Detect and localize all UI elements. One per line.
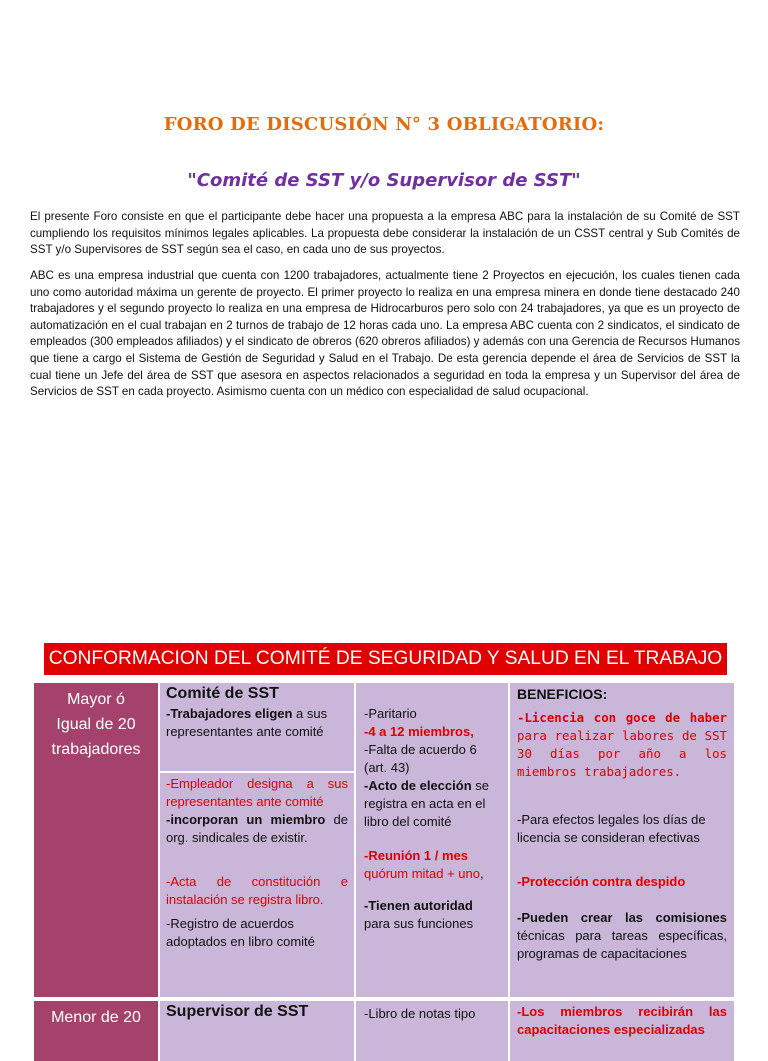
- detail-miembros: -4 a 12 miembros,: [364, 724, 474, 739]
- beneficio-capacitaciones: -Los miembros recibirán las capacitaciones especializadas: [517, 1004, 727, 1037]
- intro-paragraph: El presente Foro consiste en que el participante debe hacer una propuesta a la empresa ABC para la instalación de su Comité de SST cumpliendo los requisitos mínimos legales aplicables. La propuesta debe considerar la instalación de un CSST central y Sub Comités de SST y/o Supervisores de SST según sea el caso, en cada uno de sus proyectos.: [30, 210, 740, 257]
- beneficios-title: BENEFICIOS:: [517, 686, 608, 702]
- detail-reunion: -Reunión 1 / mes quórum mitad + uno,: [364, 848, 484, 881]
- comite-title: Comité de SST: [166, 685, 279, 702]
- beneficio-licencia: -Licencia con goce de haber para realizar labores de SST 30 días por año a los miembros trabajadores.: [517, 710, 727, 779]
- beneficio-proteccion: -Protección contra despido: [517, 874, 686, 889]
- detail-falta-acuerdo: -Falta de acuerdo 6 (art. 43): [364, 742, 477, 775]
- supervisor-details-cell: [356, 1001, 508, 1061]
- comite-acta: -Acta de constitución e instalación se registra libro.: [166, 874, 348, 907]
- row-header-menor: [34, 1001, 158, 1061]
- comite-trabajadores: -Trabajadores eligen a sus representantes ante comité: [166, 706, 328, 739]
- row-header-menor-label: Menor de 20: [51, 1009, 141, 1026]
- beneficio-comisiones: -Pueden crear las comisiones técnicas para tareas específicas, programas de capacitaciones: [517, 910, 727, 961]
- case-paragraph: ABC es una empresa industrial que cuenta con 1200 trabajadores, actualmente tiene 2 Proyectos en ejecución, los cuales tienen cada uno como autoridad máxima un gerente de proyecto. El primer proyecto lo realiza en una empresa minera en donde tiene destacado 240 trabajadores y el segundo proyecto lo realiza en una empresa de Hidrocarburos pero solo con 24 trabajadores, ya que es un proyecto de automatización en el cual trabajan en 2 turnos de trabajo de 12 horas cada uno. La empresa ABC cuenta con 2 sindicatos, el sindicato de empleados (300 empleados afiliados) y el sindicato de obreros (620 obreros afiliados) y además con una Gerencia de Recursos Humanos que tiene a cargo el Sistema de Gestión de Seguridad y Salud en el Trabajo. De esta gerencia depende el área de Servicios de SST la cual tiene un Jefe del área de SST que asesora en aspectos relacionados a seguridad en toda la empresa y un Supervisor del área de Servicios de SST en cada proyecto. Asimismo cuenta con un médico con especialidad de salud ocupacional.: [30, 269, 740, 399]
- section-banner: CONFORMACION DEL COMITÉ DE SEGURIDAD Y SALUD EN EL TRABAJO: [44, 643, 727, 675]
- comite-cell-top: [160, 683, 354, 771]
- comite-incorporan: -incorporan un miembro de org. sindicales de existir.: [166, 812, 348, 845]
- supervisor-cell: [160, 1001, 354, 1061]
- comite-empleador: -Empleador designa a sus representantes ante comité: [166, 776, 348, 809]
- detail-libro-notas: -Libro de notas tipo: [364, 1006, 476, 1021]
- detail-paritario: -Paritario: [364, 706, 417, 721]
- beneficios-cell: [510, 683, 734, 997]
- comite-cell-bottom: [160, 773, 354, 997]
- comite-details-cell: [356, 683, 508, 997]
- comite-registro: -Registro de acuerdos adoptados en libro comité: [166, 916, 315, 949]
- page-title: FORO DE DISCUSIÓN N° 3 OBLIGATORIO:: [163, 114, 605, 135]
- conformation-table: [34, 683, 734, 1037]
- row-header-mayor: [34, 683, 158, 997]
- supervisor-title: Supervisor de SST: [166, 1003, 309, 1020]
- detail-acto-eleccion: -Acto de elección se registra en acta en el libro del comité: [364, 778, 489, 829]
- detail-autoridad: -Tienen autoridad para sus funciones: [364, 898, 474, 931]
- page-subtitle: "Comité de SST y/o Supervisor de SST": [187, 170, 581, 191]
- beneficios-cell-row2: [510, 1001, 734, 1061]
- beneficio-dias-efectivos: -Para efectos legales los días de licencia se consideran efectivas: [517, 812, 706, 845]
- row-header-mayor-label: Mayor ó Igual de 20 trabajadores: [51, 691, 141, 758]
